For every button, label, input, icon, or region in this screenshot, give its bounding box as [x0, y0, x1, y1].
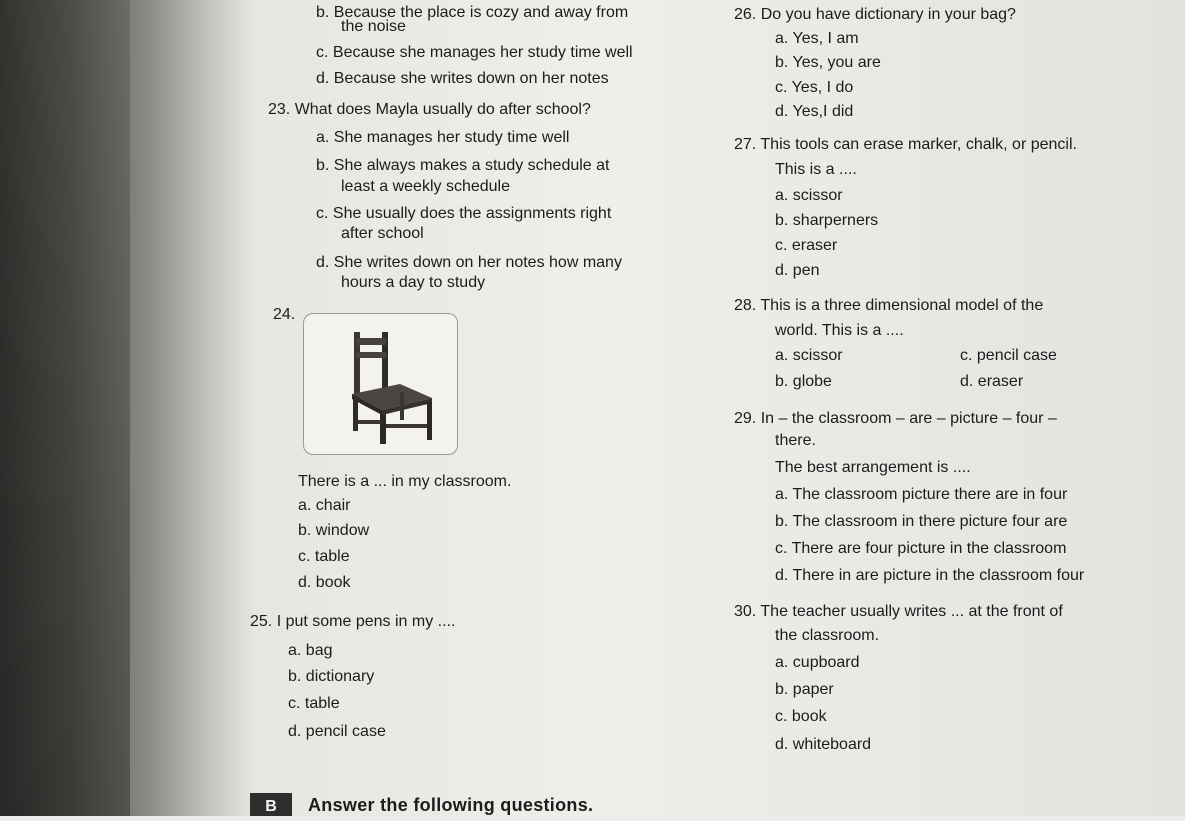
- chair-icon: [304, 314, 457, 454]
- q30-option-a: a. cupboard: [775, 654, 860, 671]
- q26-question: 26. Do you have dictionary in your bag?: [734, 6, 1016, 23]
- q30-question-line2: the classroom.: [775, 627, 880, 644]
- q27-question-line1: 27. This tools can erase marker, chalk, or pencil.: [734, 136, 1077, 153]
- q26-option-c: c. Yes, I do: [775, 79, 854, 96]
- q29-question-line3: The best arrangement is ....: [775, 459, 971, 476]
- q24-image-frame: [303, 313, 458, 455]
- q30-option-d: d. whiteboard: [775, 736, 872, 753]
- q22-option-d: d. Because she writes down on her notes: [316, 70, 609, 87]
- q24-option-c: c. table: [298, 548, 350, 565]
- section-b-label: B: [250, 793, 292, 816]
- q28-option-b: b. globe: [775, 373, 832, 390]
- q24-option-b: b. window: [298, 522, 370, 539]
- q25-option-b: b. dictionary: [288, 668, 375, 685]
- q29-question-line1: 29. In – the classroom – are – picture – four –: [734, 410, 1057, 427]
- q29-option-c: c. There are four picture in the classroom: [775, 540, 1067, 557]
- q23-option-d-line2: hours a day to study: [341, 274, 486, 291]
- q27-option-d: d. pen: [775, 262, 820, 279]
- q22-option-b-line1: b. Because the place is cozy and away from: [316, 4, 629, 21]
- q22-option-c: c. Because she manages her study time well: [316, 44, 633, 61]
- q26-option-d: d. Yes,I did: [775, 103, 854, 120]
- q27-question-line2: This is a ....: [775, 161, 857, 178]
- q29-option-d: d. There in are picture in the classroom four: [775, 567, 1085, 584]
- q29-question-line2: there.: [775, 432, 816, 449]
- section-b-title: Answer the following questions.: [308, 795, 594, 815]
- page-binding-shadow: [0, 0, 130, 816]
- q23-option-b-line1: b. She always makes a study schedule at: [316, 157, 610, 174]
- q27-option-c: c. eraser: [775, 237, 838, 254]
- q23-question: 23. What does Mayla usually do after school?: [268, 101, 591, 118]
- q24-option-a: a. chair: [298, 497, 351, 514]
- q25-option-d: d. pencil case: [288, 723, 386, 740]
- q23-option-d-line1: d. She writes down on her notes how many: [316, 254, 622, 271]
- q24-option-d: d. book: [298, 574, 351, 591]
- q24-number: 24.: [273, 306, 296, 323]
- q27-option-a: a. scissor: [775, 187, 843, 204]
- q28-option-d: d. eraser: [960, 373, 1024, 390]
- q23-option-b-line2: least a weekly schedule: [341, 178, 510, 195]
- q28-question-line1: 28. This is a three dimensional model of the: [734, 297, 1044, 314]
- q23-option-c-line2: after school: [341, 225, 424, 242]
- q25-option-c: c. table: [288, 695, 340, 712]
- q28-option-a: a. scissor: [775, 347, 843, 364]
- q29-option-a: a. The classroom picture there are in four: [775, 486, 1068, 503]
- q23-option-a: a. She manages her study time well: [316, 129, 570, 146]
- q24-question: There is a ... in my classroom.: [298, 473, 512, 490]
- q30-option-b: b. paper: [775, 681, 834, 698]
- q27-option-b: b. sharperners: [775, 212, 879, 229]
- q23-option-c-line1: c. She usually does the assignments right: [316, 205, 612, 222]
- q28-option-c: c. pencil case: [960, 347, 1057, 364]
- q25-question: 25. I put some pens in my ....: [250, 613, 456, 630]
- q30-option-c: c. book: [775, 708, 827, 725]
- q29-option-b: b. The classroom in there picture four are: [775, 513, 1068, 530]
- q26-option-a: a. Yes, I am: [775, 30, 859, 47]
- q22-option-b-line2: the noise: [341, 18, 406, 35]
- q26-option-b: b. Yes, you are: [775, 54, 881, 71]
- q30-question-line1: 30. The teacher usually writes ... at the front of: [734, 603, 1063, 620]
- q28-question-line2: world. This is a ....: [775, 322, 904, 339]
- q25-option-a: a. bag: [288, 642, 333, 659]
